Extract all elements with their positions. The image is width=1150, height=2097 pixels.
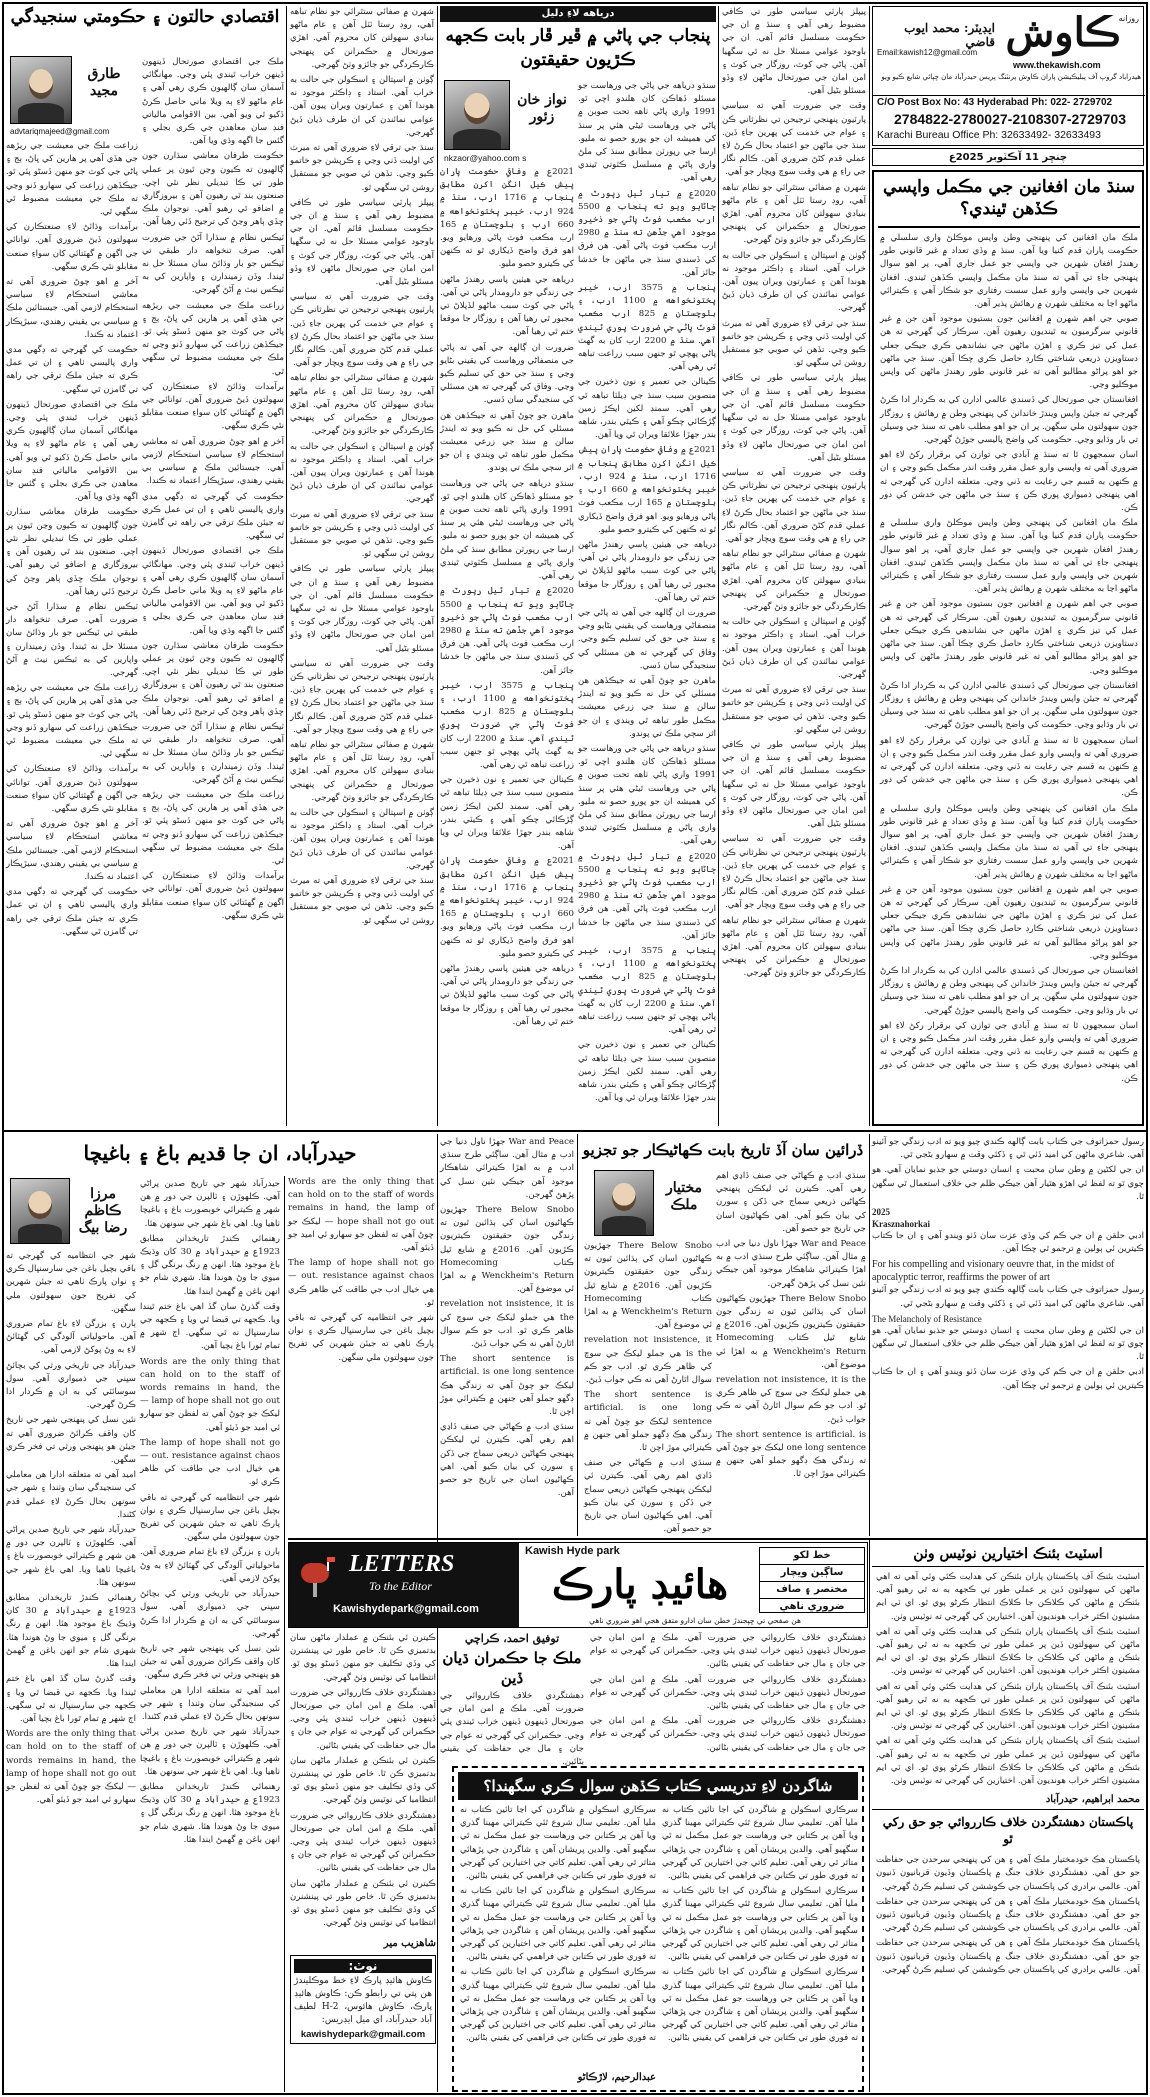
column-rule	[869, 6, 870, 1126]
editor-label: ايڊيٽر: محمد ايوب قاضي	[904, 21, 995, 49]
col-c-para: ٽيڪس نظام ۾ سڌارا آڻڻ جي ضرورت آهي. صرف تنخواهه دار طبقي تي ٽيڪس جو بار وڌائڻ سان مسئلا حل نه ٿيندا. وڏن زميندارن ۽ واپارين کي به ٽيڪس نيٽ ۾ آڻڻ گهرجي.	[142, 232, 284, 296]
mid-left-para: نئين نسل کي پنهنجي شهر جي تاريخ کان واقف ڪرائڻ ضروري آهي ته جيئن هو پنهنجي ورثي تي فخر ڪري سگهن.	[140, 1643, 280, 1681]
col-b2-para: سنڌ جي ترقي لاءِ ضروري آهي ته ميرٽ کي اوليت ڏني وڃي ۽ ڪرپشن جو خاتمو ڪيو وڃي. تڏهن ئي صوبي جو مستقبل روشن ٿي سگهي ٿو.	[290, 876, 434, 926]
mid-left-para: شهر جي انتظاميه کي گهرجي ته باقي بچيل باغن جي سارسنڀال ڪري ۽ نوان پارڪ ٺاهي ته جيئن شهرين کي تفريح جون سهولتون ملي سگهن.	[140, 1492, 280, 1543]
col-b2-para: وقت جي ضرورت آهي ته سياسي پارٽيون پنهنجي ترجيحن تي نظرثاني ڪن ۽ عوام جي خدمت کي پهرين جاءِ ڏين. سنڌ جي ماڻهن جو اعتماد بحال ڪرڻ لاءِ عملي قدم کڻڻ ضروري آهن. ڪالم نگار جي راءِ ۾ هي وقت سوچ ويچار جو آهي.	[290, 292, 434, 369]
col-c-para: آخر ۾ اهو چوڻ ضروري آهي ته معاشي استحڪام لاءِ سياسي استحڪام لازمي آهي. جيستائين ملڪ ۾ سياسي بي يقيني رهندي، سيڙپڪار اعتماد نه ڪندا.	[6, 277, 138, 340]
col-b2-para: ڳوٺن ۾ اسپتالن ۽ اسڪولن جي حالت به خراب آهي. استاد ۽ ڊاڪٽر موجود نه هوندا آهن ۽ عمارتون ويران پيون آهن. عوامي نمائندن کي ان طرف ڌيان ڏيڻ گهرجي.	[290, 441, 434, 505]
mid-between-para: سنڌي ادب ۾ ڪهاڻي جي صنف ڏاڍي اهم رهي آهي. ڪيترن ئي ليکڪن پنهنجي ڪهاڻين ذريعي سماج جي ڏکن ۽ سورن کي بيان ڪيو آهي. اهي ڪهاڻيون اسان جي تاريخ جو حصو آهن.	[440, 1422, 574, 1499]
letter-1-para: اسٽيٽ بئنڪ آف پاڪستان پاران بئنڪن کي هدايت ڪئي وئي آهي ته اهي ماڻهن کي سهولتون ڏين پر عملي طور تي ڪجهه به نه ٿي رهيو آهي. بئنڪن ۾ ماڻهن کي ڪلاڪن جا ڪلاڪ انتظار ڪرڻو پوي ٿو. اي ٽي ايم مشينون اڪثر خراب هونديون آهن. اختيارين کي گهرجي ته نوٽيس وٺن.	[876, 1736, 1140, 1787]
mid-left-para: The lamp of hope shall not go out. resistance against chaos — هي خيال ادب جي طاقت کي ظاهر ڪري ٿو.	[288, 1258, 435, 1308]
col-b-para: سنڌو درياهه جي پاڻي جي ورهاست جو مسئلو ڏهاڪن کان هلندو اچي ٿو. 1991 واري پاڻي ٺاهه تحت صوبن ۾ پاڻي جي ورهاست ٿيڻي هئي پر سنڌ کي هميشه ان جو پورو حصو نه مليو. ارسا جي رپورٽن مطابق سنڌ کي ملڻ واري پاڻي ۾ مسلسل ڪٽوتي ٿيندي رهي آهي.	[578, 81, 716, 184]
editorial-para: صوبي جي اهم شهرن ۾ افغانين جون بستيون موجود آهن جن ۾ غير قانوني سرگرميون به ٿينديون رهيون آهن. سرڪار کي گهرجي ته هن عمل کي تيز ڪري ۽ اهڙن ماڻهن جي نشاندهي ڪري جيڪي جعلي دستاويزن ذريعي شناختي ڪارڊ حاصل ڪري چڪا آهن. سنڌ جي ماڻهن جو اهو پراڻو مطالبو آهي ته غير قانوني طور رهندڙ ماڻهن کي واپس موڪليو وڃي.	[880, 314, 1138, 391]
editorial-para: افغانستان جي صورتحال کي ڏسندي عالمي ادارن کي به ڪردار ادا ڪرڻ گهرجي ته جيئن واپس ويندڙ خاندانن کي پنهنجي وطن ۾ رهائش ۽ روزگار جون سهولتون ملي سگهن. پر ان جو اهو مطلب ناهي ته سنڌ جي وسيلن تي بار وڌايو وڃي. حڪومت کي واضح پاليسي جوڙڻ گهرجي.	[880, 965, 1138, 1016]
mid-left-para: رهنمائي ڪندڙ تاريخدانن مطابق 1923ع ۾ حيدرآباد ۾ 30 کان وڌيڪ باغ موجود هئا. انهن ۾ رنگ برنگي گل ۽ ميوي جا وڻ هوندا هئا. شهري شام جو انهن باغن ۾ گهمڻ ايندا هئا.	[140, 1233, 280, 1297]
mid-left-para: رهنمائي ڪندڙ تاريخدانن مطابق 1923ع ۾ حيدرآباد ۾ 30 کان وڌيڪ باغ موجود هئا. انهن ۾ رنگ برنگي گل ۽ ميوي جا وڻ هوندا هئا. شهري شام جو انهن باغن ۾ گهمڻ ايندا هئا.	[6, 1593, 136, 1670]
mid-left-para: حيدرآباد جي تاريخي ورثي کي بچائڻ سڀني جي ذميواري آهي. سول سوسائٽي کي به ان ۾ ڪردار ادا ڪرڻ گهرجي.	[6, 1360, 136, 1411]
column-rule	[284, 1176, 285, 2092]
mid-left-author: مرزا ڪاظم رضا بيگ	[78, 1186, 128, 1236]
col-b2-para: شهرن ۾ صفائي ستٿرائي جو نظام تباهه آهي، روڊ رستا ٽٽل آهن ۽ عام ماڻهو بنيادي سهولتن کان محروم آهي. اهڙي صورتحال ۾ حڪمرانن کي پنهنجي ڪارڪردگي جو جائزو وٺڻ گهرجي.	[290, 739, 434, 803]
col-b-para: ڪينالن جي تعمير ۽ نون ذخيرن جي منصوبن سبب سنڌ جي ڊيلٽا تباهه ٿي رهي آهي. سمنڊ لکين ايڪڙ زمين ڳڙڪائي چڪو آهي ۽ ڪيٽي بندر، شاهه بندر جهڙا علائقا ويران ٿي ويا آهن.	[440, 775, 574, 852]
letter-5-sign: شاهزيب مير	[383, 1938, 436, 1949]
col-c-para: زراعت ملڪ جي معيشت جي ريڙهه جي هڏي آهي پر هارين کي ڀاڻ، ٻج ۽ پاڻي جي کوٽ جو منهن ڏسڻو پئي ٿو. جيڪڏهن زراعت کي سهارو ڏنو وڃي ته ملڪ جي معيشت مضبوط ٿي سگهي ٿي.	[6, 683, 138, 760]
letter-block-4	[452, 1766, 864, 2092]
col-c-email[interactable]: advtariqmajeed@gmail.com	[10, 127, 110, 136]
col-b-para: درياهه جي هيٺين پاسي رهندڙ ماڻهن جي زندگي جو دارومدار پاڻي تي آهي. پاڻي جي کوٽ سبب ماڻهو لڏپلاڻ تي مجبور ٿي رهيا آهن ۽ روزگار جا موقعا ختم ٿي رهيا آهن.	[440, 963, 574, 1027]
col-c-para: برآمدات وڌائڻ لاءِ صنعتڪارن کي سهولتون ڏيڻ ضروري آهن. توانائي جي اگهن ۾ گهٽتائي کان سواءِ صنعت مقابلو نٿي ڪري سگهي.	[142, 381, 284, 432]
mid-right-quote-3: Krasznahorkai	[872, 1219, 931, 1230]
col-c-author: طارق مجيد	[87, 66, 121, 99]
col-b2-para: وقت جي ضرورت آهي ته سياسي پارٽيون پنهنجي ترجيحن تي نظرثاني ڪن ۽ عوام جي خدمت کي پهرين جاءِ ڏين. سنڌ جي ماڻهن جو اعتماد بحال ڪرڻ لاءِ عملي قدم کڻڻ ضروري آهن. ڪالم نگار جي راءِ ۾ هي وقت سوچ ويچار جو آهي.	[290, 658, 434, 735]
mid-left-para: اميد آهي ته متعلقه ادارا هن معاملي کي سنجيدگي سان وٺندا ۽ شهر جي سونهن بحال ڪرڻ لاءِ عملي قدم کڻندا.	[6, 1470, 136, 1520]
mid-center-para: There Below Snobo جهڙيون ڪهاڻيون اسان کي ٻڌائين ٿيون ته زندگي جون حقيقتون ڪيتريون ڪڙيون آهن. 2016ع ۾ شايع ٿيل ڪتاب Homecoming Wenckheim's Return ۾ به اهڙا ئي موضوع آهن.	[584, 1241, 713, 1331]
editorial-para: اسان سمجهون ٿا ته سنڌ ۾ آبادي جي توازن کي برقرار رکڻ لاءِ اهو ضروري آهي ته واپسي وارو عمل مقرر وقت اندر مڪمل ڪيو وڃي ۽ ان ۾ ڪنهن به قسم جي رعايت نه ڏني وڃي. متعلقه ادارن کي گهرجي ته اهي پنهنجي ذميواري پوري ڪن ۽ سنڌ جي ماڻهن جي خدشن کي دور ڪن.	[880, 735, 1138, 799]
col-c-body-right	[142, 56, 284, 1126]
masthead-pobox: C/O Post Box No: 43 Hyderabad Ph: 022- 2729702	[877, 97, 1113, 108]
col-a-para: پيپلز پارٽي سياسي طور تي ڪافي مضبوط رهي آهي ۽ سنڌ ۾ ان جي حڪومت مسلسل قائم آهي. ان جي باوجود عوامي مسئلا حل نه ٿي سگهيا آهن. پاڻي جي کوٽ، روزگار جي کوٽ ۽ امن امان جي صورتحال ماڻهن لاءِ وڏو مسئلو بڻيل آهي.	[722, 739, 866, 830]
mid-center-para: The short sentence is artificial. is one long sentence ليکڪ جو چوڻ آهي ته زندگي هڪ ڊگهو جملو آهي جنهن ۾ ڪيترائي موڙ اچن ٿا.	[716, 1429, 866, 1480]
letters-kawish-label: Kawish Hyde park	[525, 1545, 620, 1557]
letters-tag: ضروري ناهي	[779, 1601, 845, 1612]
editorial-para: صوبي جي اهم شهرن ۾ افغانين جون بستيون موجود آهن جن ۾ غير قانوني سرگرميون به ٿينديون رهيون آهن. سرڪار کي گهرجي ته هن عمل کي تيز ڪري ۽ اهڙن ماڻهن جي نشاندهي ڪري جيڪي جعلي دستاويزن ذريعي شناختي ڪارڊ حاصل ڪري چڪا آهن. سنڌ جي ماڻهن جو اهو پراڻو مطالبو آهي ته غير قانوني طور رهندڙ ماڻهن کي واپس موڪليو وڃي.	[880, 884, 1138, 961]
letter-between-para: ڪيترن ئي بئنڪن ۾ عملدار ماڻهن سان بدتميزي ڪن ٿا. خاص طور تي پينشنرن کي وڏي تڪليف جو منهن ڏسڻو پوي ٿو. انتظاميا کي نوٽيس وٺڻ گهرجي.	[290, 1633, 436, 1683]
letter-2-body-left	[440, 1690, 584, 1768]
mid-left-body-col3	[288, 1176, 434, 1434]
col-a-para: شهرن ۾ صفائي ستٿرائي جو نظام تباهه آهي، روڊ رستا ٽٽل آهن ۽ عام ماڻهو بنيادي سهولتن کان محروم آهي. اهڙي صورتحال ۾ حڪمرانن کي پنهنجي ڪارڪردگي جو جائزو وٺڻ گهرجي.	[722, 549, 866, 612]
col-b-para: ضرورت ان ڳالهه جي آهي ته پاڻي جي منصفاڻي ورهاست کي يقيني بڻايو وڃي ۽ سنڌ جي حق کي تسليم ڪيو وڃي. وفاق کي گهرجي ته هن مسئلي کي سنجيدگي سان ڏسي.	[578, 607, 716, 671]
letters-tags	[759, 1547, 865, 1613]
col-b-author-photo	[444, 80, 510, 150]
mid-right-quote-2: The Melancholy of Resistance	[872, 1313, 982, 1324]
mid-left-para: حيدرآباد شهر جي تاريخ صدين پراڻي آهي. ڪلهوڙن ۽ ٽالپرن جي دور ۾ هن شهر ۾ ڪيترائي خوبصورت باغ ۽ باغيچا ٺاهيا ويا. اهي باغ شهر جي سونهن هئا.	[140, 1727, 280, 1777]
letters-banner-black	[289, 1543, 519, 1627]
col-b-headline: پنجاب جي پاڻي ۾ ڦير ڦار بابت ڪجهه ڪڙيون حقيقتون	[445, 26, 711, 70]
mid-left-para: شهر جي انتظاميه کي گهرجي ته باقي بچيل باغن جي سارسنڀال ڪري ۽ نوان پارڪ ٺاهي ته جيئن شهرين کي تفريح جون سهولتون ملي سگهن.	[6, 1251, 136, 1314]
col-b-para: ڪينالن جي تعمير ۽ نون ذخيرن جي منصوبن سبب سنڌ جي ڊيلٽا تباهه ٿي رهي آهي. سمنڊ لکين ايڪڙ زمين ڳڙڪائي چڪو آهي ۽ ڪيٽي بندر، شاهه بندر جهڙا علائقا ويران ٿي ويا آهن.	[578, 377, 716, 441]
col-b-para: 2021ع ۾ وفاقي حڪومت پاران پيش ڪيل انگن اکرن مطابق پنجاب ۾ 1716 ارب، سنڌ ۾ 924 ارب، خيبر پختونخواهه ۾ 660 ارب ۽ بلوچستان ۾ 165 ارب مڪعب فوٽ پاڻي ورهايو ويو. اهو فرق واضح ڏيکاري ٿو ته ڪنهن کي ڪيترو حصو مليو.	[440, 167, 574, 270]
mid-center-body-right	[716, 1170, 866, 1536]
col-c-headline: اقتصادي حالتون ۽ حڪومتي سنجيدگي	[10, 7, 280, 27]
letter-4-para: سرڪاري اسڪولن ۾ شاگردن کي اڃا تائين ڪتاب نه مليا آهن. تعليمي سال شروع ٿئي ڪيترائي مهينا گذري ويا آهن پر ڪتابن جي ورهاست جو عمل مڪمل نه ٿي سگهيو آهي. والدين پريشان آهن ۽ شاگردن جي پڙهائي متاثر ٿي رهي آهي. تعليم کاتي جي اختيارين کي گهرجي ته فوري طور تي ڪتابن جي فراهمي کي يقيني بڻائين.	[662, 1805, 858, 1882]
letters-banner-title: LETTERS	[349, 1551, 455, 1577]
mid-left-para: Words are the only thing that can hold on to the staff of words remains in hand, the lamp of hope shall not go out — ليکڪ جو چوڻ آهي ته لفظن جو سهارو ئي اميد جو ڏيئو آهي.	[140, 1356, 280, 1433]
column-rule	[869, 1540, 870, 2092]
col-a-body	[722, 6, 866, 1126]
mid-between-para: There Below Snobo جهڙيون ڪهاڻيون اسان کي ٻڌائين ٿيون ته زندگي جون حقيقتون ڪيتريون ڪڙيون آهن. 2016ع ۾ شايع ٿيل ڪتاب Homecoming Wenckheim's Return ۾ به اهڙا ئي موضوع آهن.	[440, 1205, 575, 1295]
letter-4-body-right	[662, 1804, 858, 2086]
col-a-para: پيپلز پارٽي سياسي طور تي ڪافي مضبوط رهي آهي ۽ سنڌ ۾ ان جي حڪومت مسلسل قائم آهي. ان جي باوجود عوامي مسئلا حل نه ٿي سگهيا آهن. پاڻي جي کوٽ، روزگار جي کوٽ ۽ امن امان جي صورتحال ماڻهن لاءِ وڏو مسئلو بڻيل آهي.	[722, 373, 866, 463]
mailbox-icon	[297, 1553, 337, 1597]
letter-2-para: دهشتگردي خلاف ڪارروائي جي ضرورت آهي. ملڪ ۾ امن امان جي صورتحال ڏينهون ڏينهن خراب ٿيندي پئي وڃي. حڪمرانن کي گهرجي ته عوام جي جان ۽ مال جي حفاظت کي يقيني بڻائين.	[590, 1633, 866, 1670]
column-rule	[869, 1134, 870, 1536]
col-c-para: حڪومت طرفان معاشي سڌارن جون ڳالهيون ته ڪيون وڃن ٿيون پر عملي طور تي ڪا تبديلي نظر نٿي اچي. صنعتون بند ٿي رهيون آهن ۽ بيروزگاري ۾ اضافو ٿي رهيو آهي. نوجوان ملڪ ڇڏي ٻاهر وڃڻ کي ترجيح ڏئي رهيا آهن.	[6, 507, 138, 597]
letter-2-para: دهشتگردي خلاف ڪارروائي جي ضرورت آهي. ملڪ ۾ امن امان جي صورتحال ڏينهون ڏينهن خراب ٿيندي پئي وڃي. حڪمرانن کي گهرجي ته عوام جي جان ۽ مال جي حفاظت کي يقيني بڻائين.	[590, 1674, 866, 1712]
col-a-para: وقت جي ضرورت آهي ته سياسي پارٽيون پنهنجي ترجيحن تي نظرثاني ڪن ۽ عوام جي خدمت کي پهرين جاءِ ڏين. سنڌ جي ماڻهن جو اعتماد بحال ڪرڻ لاءِ عملي قدم کڻڻ ضروري آهن. ڪالم نگار جي راءِ ۾ هي وقت سوچ ويچار جو آهي.	[722, 467, 866, 544]
col-c-para: ملڪ جي اقتصادي صورتحال ڏينهون ڏينهن خراب ٿيندي پئي وڃي. مهانگائي آسمان سان ڳالهيون ڪري رهي آهي ۽ عام ماڻهو لاءِ ٻه ويلا ماني حاصل ڪرڻ ڏکيو ٿي ويو آهي. بين الاقوامي مالياتي فنڊ سان معاهدن جي ڪري بجلي ۽ گئس جا اگهه وڌي ويا آهن.	[142, 57, 284, 147]
letter-between-para: دهشتگردي خلاف ڪارروائي جي ضرورت آهي. ملڪ ۾ امن امان جي صورتحال ڏينهون ڏينهن خراب ٿيندي پئي وڃي. حڪمرانن کي گهرجي ته عوام جي جان ۽ مال جي حفاظت کي يقيني بڻائين.	[290, 1687, 436, 1751]
editorial-body	[880, 232, 1138, 1122]
col-a-para: وقت جي ضرورت آهي ته سياسي پارٽيون پنهنجي ترجيحن تي نظرثاني ڪن ۽ عوام جي خدمت کي پهرين جاءِ ڏين. سنڌ جي ماڻهن جو اعتماد بحال ڪرڻ لاءِ عملي قدم کڻڻ ضروري آهن. ڪالم نگار جي راءِ ۾ هي وقت سوچ ويچار جو آهي.	[722, 101, 866, 178]
column-rule	[437, 6, 438, 1126]
mid-right-para: ان جي لکڻين ۾ وطن سان محبت ۽ انسان دوستي جو جذبو نمايان آهي. هو چوي ٿو ته لفظ ئي اهڙو هٿيار آهن جيڪي ظلم جي خلاف استعمال ٿي سگهن ٿا.	[872, 1325, 1144, 1363]
col-a-para: وقت جي ضرورت آهي ته سياسي پارٽيون پنهنجي ترجيحن تي نظرثاني ڪن ۽ عوام جي خدمت کي پهرين جاءِ ڏين. سنڌ جي ماڻهن جو اعتماد بحال ڪرڻ لاءِ عملي قدم کڻڻ ضروري آهن. ڪالم نگار جي راءِ ۾ هي وقت سوچ ويچار جو آهي.	[722, 834, 866, 911]
mid-center-author-photo	[594, 1170, 654, 1236]
col-c-para: ملڪ جي اقتصادي صورتحال ڏينهون ڏينهن خراب ٿيندي پئي وڃي. مهانگائي آسمان سان ڳالهيون ڪري رهي آهي ۽ عام ماڻهو لاءِ ٻه ويلا ماني حاصل ڪرڻ ڏکيو ٿي ويو آهي. بين الاقوامي مالياتي فنڊ سان معاهدن جي ڪري بجلي ۽ گئس جا اگهه وڌي ويا آهن.	[6, 399, 138, 503]
editorial-para: افغانستان جي صورتحال کي ڏسندي عالمي ادارن کي به ڪردار ادا ڪرڻ گهرجي ته جيئن واپس ويندڙ خاندانن کي پنهنجي وطن ۾ رهائش ۽ روزگار جون سهولتون ملي سگهن. پر ان جو اهو مطلب ناهي ته سنڌ جي وسيلن تي بار وڌايو وڃي. حڪومت کي واضح پاليسي جوڙڻ گهرجي.	[880, 395, 1138, 446]
col-b-para: ضرورت ان ڳالهه جي آهي ته پاڻي جي منصفاڻي ورهاست کي يقيني بڻايو وڃي ۽ سنڌ جي حق کي تسليم ڪيو وڃي. وفاق کي گهرجي ته هن مسئلي کي سنجيدگي سان ڏسي.	[440, 342, 574, 406]
col-b-para: 2020ع ۾ تيار ٿيل رپورٽ ۾ ڄاڻايو ويو ته پنجاب ۾ 5500 ارب مڪعب فوٽ پاڻي جو ذخيرو موجود آهي جڏهن ته سنڌ ۾ 2980 ارب مڪعب فوٽ پاڻي آهي. هن فرق کي ڏسندي سنڌ جي ماڻهن جا خدشا جائز آهن.	[578, 851, 716, 941]
col-b2-para: سنڌ جي ترقي لاءِ ضروري آهي ته ميرٽ کي اوليت ڏني وڃي ۽ ڪرپشن جو خاتمو ڪيو وڃي. تڏهن ئي صوبي جو مستقبل روشن ٿي سگهي ٿو.	[290, 143, 434, 193]
mid-right-para: ان جي لکڻين ۾ وطن سان محبت ۽ انسان دوستي جو جذبو نمايان آهي. هو چوي ٿو ته لفظ ئي اهڙو هٿيار آهن جيڪي ظلم جي خلاف استعمال ٿي سگهن ٿا.	[872, 1165, 1144, 1202]
mid-right-quote-4: 2025	[872, 1207, 890, 1218]
mid-center-author: مختيار ملڪ	[665, 1180, 702, 1213]
col-b-tag-box	[440, 6, 716, 22]
col-c-para: ٽيڪس نظام ۾ سڌارا آڻڻ جي ضرورت آهي. صرف تنخواهه دار طبقي تي ٽيڪس جو بار وڌائڻ سان مسئلا حل نه ٿيندا. وڏن زميندارن ۽ واپارين کي به ٽيڪس نيٽ ۾ آڻڻ گهرجي.	[142, 721, 284, 785]
col-b2-para: شهرن ۾ صفائي ستٿرائي جو نظام تباهه آهي، روڊ رستا ٽٽل آهن ۽ عام ماڻهو بنيادي سهولتن کان محروم آهي. اهڙي صورتحال ۾ حڪمرانن کي پنهنجي ڪارڪردگي جو جائزو وٺڻ گهرجي.	[290, 7, 434, 70]
col-b2-para: شهرن ۾ صفائي ستٿرائي جو نظام تباهه آهي، روڊ رستا ٽٽل آهن ۽ عام ماڻهو بنيادي سهولتن کان محروم آهي. اهڙي صورتحال ۾ حڪمرانن کي پنهنجي ڪارڪردگي جو جائزو وٺڻ گهرجي.	[290, 373, 434, 437]
mid-center-para: War and Peace جهڙا ناول دنيا جي ادب ۾ مثال آهن. ساڳئي طرح سنڌي ادب ۾ به اهڙا ڪيترائي شاهڪار موجود آهن جيڪي نئين نسل کي پڙهڻ گهرجن.	[716, 1239, 866, 1289]
mid-between-para: War and Peace جهڙا ناول دنيا جي ادب ۾ مثال آهن. ساڳئي طرح سنڌي ادب ۾ به اهڙا ڪيترائي شاهڪار موجود آهن جيڪي نئين نسل کي پڙهڻ گهرجن.	[440, 1137, 574, 1200]
col-b-para: پنجاب ۾ 3575 ارب، خيبر پختونخواهه ۾ 1100 ارب، ۽ بلوچستان ۾ 825 ارب مڪعب فوٽ پاڻي جي ضرورت پوري ٿيندي آهي. سنڌ ۾ 2200 ارب کان به گهٽ پاڻي پهچي ٿو جنهن سبب زراعت تباهه ٿي رهي آهي.	[578, 283, 716, 373]
issue-date: چنڇر 11 آڪٽوبر 2025ع	[872, 148, 1144, 166]
col-b-para: درياهه جي هيٺين پاسي رهندڙ ماڻهن جي زندگي جو دارومدار پاڻي تي آهي. پاڻي جي کوٽ سبب ماڻهو لڏپلاڻ تي مجبور ٿي رهيا آهن ۽ روزگار جا موقعا ختم ٿي رهيا آهن.	[578, 539, 716, 603]
editorial-box	[872, 170, 1144, 1126]
mid-right-para: ادبي حلقن ۾ ان جي ڪم کي وڏي عزت سان ڏٺو ويندو آهي ۽ ان جا ڪتاب ڪيترين ئي ٻولين ۾ ترجمو ٿي چڪا آهن.	[872, 1367, 1144, 1391]
letter-3-para: پاڪستان هڪ خودمختيار ملڪ آهي ۽ هن کي پنهنجي سرحدن جي حفاظت جو حق آهي. دهشتگردي خلاف جنگ ۾ پاڪستان وڏيون قربانيون ڏنيون آهن. عالمي برادري کي پاڪستان جي ڪوششن کي تسليم ڪرڻ گهرجي.	[876, 1855, 1140, 1892]
editorial-para: ملڪ مان افغانين کي پنهنجي وطن واپس موڪلڻ واري سلسلي ۾ حڪومت پاران قدم کنيا ويا آهن. سنڌ ۾ وڏي تعداد ۾ غير قانوني طور رهندڙ افغان شهرين جي واپسي جو عمل جاري آهي، پر اهو سوال پنهنجي جاءِ تي آهي ته سنڌ مان مڪمل واپسي ڪڏهن ٿيندي. افغان شهرين جي واپسي وارو عمل سست رفتاري جو شڪار آهي ۽ ڪيترائي ماڻهو اڃا به مختلف شهرن ۾ رهائش پذير آهن.	[880, 803, 1138, 880]
col-a-para: پيپلز پارٽي سياسي طور تي ڪافي مضبوط رهي آهي ۽ سنڌ ۾ ان جي حڪومت مسلسل قائم آهي. ان جي باوجود عوامي مسئلا حل نه ٿي سگهيا آهن. پاڻي جي کوٽ، روزگار جي کوٽ ۽ امن امان جي صورتحال ماڻهن لاءِ وڏو مسئلو بڻيل آهي.	[722, 7, 866, 97]
letter-2-para: دهشتگردي خلاف ڪارروائي جي ضرورت آهي. ملڪ ۾ امن امان جي صورتحال ڏينهون ڏينهن خراب ٿيندي پئي وڃي. حڪمرانن کي گهرجي ته عوام جي جان ۽ مال جي حفاظت کي يقيني بڻائين.	[590, 1716, 866, 1753]
col-b2-para: پيپلز پارٽي سياسي طور تي ڪافي مضبوط رهي آهي ۽ سنڌ ۾ ان جي حڪومت مسلسل قائم آهي. ان جي باوجود عوامي مسئلا حل نه ٿي سگهيا آهن. پاڻي جي کوٽ، روزگار جي کوٽ ۽ امن امان جي صورتحال ماڻهن لاءِ وڏو مسئلو بڻيل آهي.	[290, 564, 434, 654]
col-c-para: ٽيڪس نظام ۾ سڌارا آڻڻ جي ضرورت آهي. صرف تنخواهه دار طبقي تي ٽيڪس جو بار وڌائڻ سان مسئلا حل نه ٿيندا. وڏن زميندارن ۽ واپارين کي به ٽيڪس نيٽ ۾ آڻڻ گهرجي.	[6, 601, 138, 678]
mid-center-para: revelation not insistence, it is the هي جملو ليکڪ جي سوچ کي ظاهر ڪري ٿو. ادب جو ڪم سوال اٿارڻ آهي نه ڪي جواب ڏيڻ.	[716, 1375, 866, 1425]
col-b-para: سنڌو درياهه جي پاڻي جي ورهاست جو مسئلو ڏهاڪن کان هلندو اچي ٿو. 1991 واري پاڻي ٺاهه تحت صوبن ۾ پاڻي جي ورهاست ٿيڻي هئي پر سنڌ کي هميشه ان جو پورو حصو نه مليو. ارسا جي رپورٽن مطابق سنڌ کي ملڻ واري پاڻي ۾ مسلسل ڪٽوتي ٿيندي رهي آهي.	[578, 743, 716, 847]
col-b-para: ماهرن جو چوڻ آهي ته جيڪڏهن هن مسئلي کي حل نه ڪيو ويو ته ايندڙ سالن ۾ سنڌ جي زرعي معيشت مڪمل طور تباهه ٿي ويندي ۽ ان جو اثر سڄي ملڪ تي پوندو.	[578, 675, 716, 739]
column-rule	[577, 1134, 578, 1536]
letters-footer-email[interactable]: kawishydepark@gmail.com	[300, 2029, 426, 2040]
col-a-para: ڳوٺن ۾ اسپتالن ۽ اسڪولن جي حالت به خراب آهي. استاد ۽ ڊاڪٽر موجود نه هوندا آهن ۽ عمارتون ويران پيون آهن. عوامي نمائندن کي ان طرف ڌيان ڏيڻ گهرجي.	[722, 617, 866, 680]
col-b-para: 2021ع ۾ وفاقي حڪومت پاران پيش ڪيل انگن اکرن مطابق پنجاب ۾ 1716 ارب، سنڌ ۾ 924 ارب، خيبر پختونخواهه ۾ 660 ارب ۽ بلوچستان ۾ 165 ارب مڪعب فوٽ پاڻي ورهايو ويو. اهو فرق واضح ڏيکاري ٿو ته ڪنهن کي ڪيترو حصو مليو.	[578, 445, 716, 535]
editorial-para: اسان سمجهون ٿا ته سنڌ ۾ آبادي جي توازن کي برقرار رکڻ لاءِ اهو ضروري آهي ته واپسي وارو عمل مقرر وقت اندر مڪمل ڪيو وڃي ۽ ان ۾ ڪنهن به قسم جي رعايت نه ڏني وڃي. متعلقه ادارن کي گهرجي ته اهي پنهنجي ذميواري پوري ڪن ۽ سنڌ جي ماڻهن جي خدشن کي دور ڪن.	[880, 450, 1138, 514]
col-c-para: برآمدات وڌائڻ لاءِ صنعتڪارن کي سهولتون ڏيڻ ضروري آهن. توانائي جي اگهن ۾ گهٽتائي کان سواءِ صنعت مقابلو نٿي ڪري سگهي.	[142, 871, 284, 921]
col-b-body-right	[578, 80, 716, 1126]
editorial-para: اسان سمجهون ٿا ته سنڌ ۾ آبادي جي توازن کي برقرار رکڻ لاءِ اهو ضروري آهي ته واپسي وارو عمل مقرر وقت اندر مڪمل ڪيو وڃي ۽ ان ۾ ڪنهن به قسم جي رعايت نه ڏني وڃي. متعلقه ادارن کي گهرجي ته اهي پنهنجي ذميواري پوري ڪن ۽ سنڌ جي ماڻهن جي خدشن کي دور ڪن.	[880, 1020, 1138, 1084]
col-c-author-photo	[10, 56, 72, 124]
mid-left-author-photo	[10, 1178, 70, 1244]
column-rule	[718, 6, 719, 1126]
letter-between-para: دهشتگردي خلاف ڪارروائي جي ضرورت آهي. ملڪ ۾ امن امان جي صورتحال ڏينهون ڏينهن خراب ٿيندي پئي وڃي. حڪمرانن کي گهرجي ته عوام جي جان ۽ مال جي حفاظت کي يقيني بڻائين.	[290, 1810, 436, 1874]
letter-4-body-left	[460, 1804, 656, 2070]
masthead-karachi: Karachi Bureau Office Ph: 32633492- 32633493	[877, 129, 1101, 141]
letters-footer-box	[290, 1955, 436, 2044]
letter-block-2	[440, 1632, 868, 1768]
col-b-email[interactable]: nkzaor@yahoo.com s	[444, 153, 527, 163]
masthead-logo: ڪاوش	[1005, 9, 1121, 56]
letter-4-title: شاگردن لاءِ تدريسي ڪتاب ڪڏهن سوال ڪري سگهندا؟	[458, 1772, 858, 1800]
mid-right-body	[872, 1136, 1144, 1536]
col-a-para: سنڌ جي ترقي لاءِ ضروري آهي ته ميرٽ کي اوليت ڏني وڃي ۽ ڪرپشن جو خاتمو ڪيو وڃي. تڏهن ئي صوبي جو مستقبل روشن ٿي سگهي ٿو.	[722, 318, 866, 369]
letter-between-body	[290, 1632, 436, 1932]
letter-1-sign: محمد ابراهيم، حيدرآباد	[1045, 1794, 1140, 1806]
letters-banner-box	[288, 1542, 868, 1628]
col-b-para: 2021ع ۾ وفاقي حڪومت پاران پيش ڪيل انگن اکرن مطابق پنجاب ۾ 1716 ارب، سنڌ ۾ 924 ارب، خيبر پختونخواهه ۾ 660 ارب ۽ بلوچستان ۾ 165 ارب مڪعب فوٽ پاڻي ورهايو ويو. اهو فرق واضح ڏيکاري ٿو ته ڪنهن کي ڪيترو حصو مليو.	[440, 856, 574, 959]
col-b2-body	[290, 6, 434, 1126]
mid-right-para: رسول حمزاتوف جي ڪتاب بابت ڳالهه ڪندي چيو ويو ته ادب زندگي جو آئينو آهي. شاعري ماڻهن کي اميد ڏئي ٿي ۽ ڏکئي وقت ۾ سهارو بڻجي ٿي.	[872, 1285, 1144, 1309]
col-c-para: برآمدات وڌائڻ لاءِ صنعتڪارن کي سهولتون ڏيڻ ضروري آهن. توانائي جي اگهن ۾ گهٽتائي کان سواءِ صنعت مقابلو نٿي ڪري سگهي.	[6, 222, 138, 272]
col-c-para: زراعت ملڪ جي معيشت جي ريڙهه جي هڏي آهي پر هارين کي ڀاڻ، ٻج ۽ پاڻي جي کوٽ جو منهن ڏسڻو پئي ٿو. جيڪڏهن زراعت کي سهارو ڏنو وڃي ته ملڪ جي معيشت مضبوط ٿي سگهي ٿي.	[142, 300, 284, 377]
mid-left-para: وقت گذرڻ سان گڏ اهي باغ ختم ٿيندا ويا. ڪجهه تي قبضا ٿي ويا ۽ ڪجهه جي سارسنڀال نه ٿي سگهي. اڄ شهر ۾ تمام ٿورا باغ بچيا آهن.	[140, 1301, 280, 1352]
letter-2-body-right	[590, 1632, 866, 1762]
mid-center-para: سنڌي ادب ۾ ڪهاڻي جي صنف ڏاڍي اهم رهي آهي. ڪيترن ئي ليکڪن پنهنجي ڪهاڻين ذريعي سماج جي ڏکن ۽ سورن کي بيان ڪيو آهي. اهي ڪهاڻيون اسان جي تاريخ جو حصو آهن.	[716, 1171, 866, 1234]
mid-right-para: رسول حمزاتوف جي ڪتاب بابت ڳالهه ڪندي چيو ويو ته ادب زندگي جو آئينو آهي. شاعري ماڻهن کي اميد ڏئي ٿي ۽ ڏکئي وقت ۾ سهارو بڻجي ٿي.	[872, 1137, 1144, 1161]
masthead-site[interactable]: www.thekawish.com	[1013, 60, 1101, 70]
letter-3-para: پاڪستان هڪ خودمختيار ملڪ آهي ۽ هن کي پنهنجي سرحدن جي حفاظت جو حق آهي. دهشتگردي خلاف جنگ ۾ پاڪستان وڏيون قربانيون ڏنيون آهن. عالمي برادري کي پاڪستان جي ڪوششن کي تسليم ڪرڻ گهرجي.	[876, 1938, 1140, 1975]
editorial-rule	[878, 226, 1140, 228]
mid-center-para: The short sentence is artificial. is one long sentence ليکڪ جو چوڻ آهي ته زندگي هڪ ڊگهو جملو آهي جنهن ۾ ڪيترائي موڙ اچن ٿا.	[584, 1390, 712, 1454]
col-b-para: سنڌو درياهه جي پاڻي جي ورهاست جو مسئلو ڏهاڪن کان هلندو اچي ٿو. 1991 واري پاڻي ٺاهه تحت صوبن ۾ پاڻي جي ورهاست ٿيڻي هئي پر سنڌ کي هميشه ان جو پورو حصو نه مليو. ارسا جي رپورٽن مطابق سنڌ کي ملڻ واري پاڻي ۾ مسلسل ڪٽوتي ٿيندي رهي آهي.	[440, 478, 574, 582]
letter-1-para: اسٽيٽ بئنڪ آف پاڪستان پاران بئنڪن کي هدايت ڪئي وئي آهي ته اهي ماڻهن کي سهولتون ڏين پر عملي طور تي ڪجهه به نه ٿي رهيو آهي. بئنڪن ۾ ماڻهن کي ڪلاڪن جا ڪلاڪ انتظار ڪرڻو پوي ٿو. اي ٽي ايم مشينون اڪثر خراب هونديون آهن. اختيارين کي گهرجي ته نوٽيس وٺن.	[876, 1681, 1140, 1732]
letter-3-body	[872, 1852, 1144, 1981]
mid-left-para: وقت گذرڻ سان گڏ اهي باغ ختم ٿيندا ويا. ڪجهه تي قبضا ٿي ويا ۽ ڪجهه جي سارسنڀال نه ٿي سگهي. اڄ شهر ۾ تمام ٿورا باغ بچيا آهن.	[6, 1674, 136, 1724]
col-b-para: ماهرن جو چوڻ آهي ته جيڪڏهن هن مسئلي کي حل نه ڪيو ويو ته ايندڙ سالن ۾ سنڌ جي زرعي معيشت مڪمل طور تباهه ٿي ويندي ۽ ان جو اثر سڄي ملڪ تي پوندو.	[440, 410, 574, 474]
letter-4-para: سرڪاري اسڪولن ۾ شاگردن کي اڃا تائين ڪتاب نه مليا آهن. تعليمي سال شروع ٿئي ڪيترائي مهينا گذري ويا آهن پر ڪتابن جي ورهاست جو عمل مڪمل نه ٿي سگهيو آهي. والدين پريشان آهن ۽ شاگردن جي پڙهائي متاثر ٿي رهي آهي. تعليم کاتي جي اختيارين کي گهرجي ته فوري طور تي ڪتابن جي فراهمي کي يقيني بڻائين.	[460, 1967, 656, 2044]
editorial-headline: سنڌ مان افغانين جي مڪمل واپسي ڪڏهن ٿيندي؟	[883, 177, 1135, 219]
letter-1-title: اسٽيٽ بئنڪ اختيارين نوٽيس وٺن	[872, 1540, 1144, 1567]
mid-left-para: Words are the only thing that can hold on to the staff of words remains in hand, the lamp of hope shall not go out — ليکڪ جو چوڻ آهي ته لفظن جو سهارو ئي اميد جو ڏيئو آهي.	[6, 1729, 136, 1806]
col-b-author: نواز خان زئور	[517, 92, 567, 125]
col-b-para: 2020ع ۾ تيار ٿيل رپورٽ ۾ ڄاڻايو ويو ته پنجاب ۾ 5500 ارب مڪعب فوٽ پاڻي جو ذخيرو موجود آهي جڏهن ته سنڌ ۾ 2980 ارب مڪعب فوٽ پاڻي آهي. هن فرق کي ڏسندي سنڌ جي ماڻهن جا خدشا جائز آهن.	[440, 586, 574, 676]
letter-4-para: سرڪاري اسڪولن ۾ شاگردن کي اڃا تائين ڪتاب نه مليا آهن. تعليمي سال شروع ٿئي ڪيترائي مهينا گذري ويا آهن پر ڪتابن جي ورهاست جو عمل مڪمل نه ٿي سگهيو آهي. والدين پريشان آهن ۽ شاگردن جي پڙهائي متاثر ٿي رهي آهي. تعليم کاتي جي اختيارين کي گهرجي ته فوري طور تي ڪتابن جي فراهمي کي يقيني بڻائين.	[662, 1967, 858, 2044]
col-a-para: شهرن ۾ صفائي ستٿرائي جو نظام تباهه آهي، روڊ رستا ٽٽل آهن ۽ عام ماڻهو بنيادي سهولتن کان محروم آهي. اهڙي صورتحال ۾ حڪمرانن کي پنهنجي ڪارڪردگي جو جائزو وٺڻ گهرجي.	[722, 915, 866, 979]
masthead	[872, 6, 1144, 146]
col-b-para: درياهه جي هيٺين پاسي رهندڙ ماڻهن جي زندگي جو دارومدار پاڻي تي آهي. پاڻي جي کوٽ سبب ماڻهو لڏپلاڻ تي مجبور ٿي رهيا آهن ۽ روزگار جا موقعا ختم ٿي رهيا آهن.	[440, 274, 574, 338]
masthead-logo-small: روزانه	[1118, 14, 1139, 23]
letter-2-para: دهشتگردي خلاف ڪارروائي جي ضرورت آهي. ملڪ ۾ امن امان جي صورتحال ڏينهون ڏينهن خراب ٿيندي پئي وڃي. حڪمرانن کي گهرجي ته عوام جي جان ۽ مال جي حفاظت کي يقيني بڻائين.	[440, 1691, 584, 1768]
col-b2-para: ڳوٺن ۾ اسپتالن ۽ اسڪولن جي حالت به خراب آهي. استاد ۽ ڊاڪٽر موجود نه هوندا آهن ۽ عمارتون ويران پيون آهن. عوامي نمائندن کي ان طرف ڌيان ڏيڻ گهرجي.	[290, 75, 434, 138]
letter-block-1	[872, 1540, 1144, 2092]
section-divider	[4, 1130, 1146, 1132]
mid-left-para: ٻارن ۽ بزرگن لاءِ باغ تمام ضروري آهن. ماحولياتي آلودگي کي گهٽائڻ لاءِ به وڻ پوکڻ لازمي آهي.	[6, 1319, 136, 1356]
col-b2-para: پيپلز پارٽي سياسي طور تي ڪافي مضبوط رهي آهي ۽ سنڌ ۾ ان جي حڪومت مسلسل قائم آهي. ان جي باوجود عوامي مسئلا حل نه ٿي سگهيا آهن. پاڻي جي کوٽ، روزگار جي کوٽ ۽ امن امان جي صورتحال ماڻهن لاءِ وڏو مسئلو بڻيل آهي.	[290, 197, 434, 288]
mid-right-quote-1: For his compelling and visionary oeuvre that, in the midst of apocalyptic terror, reaffirms the power of art	[872, 1259, 1115, 1284]
mid-right-para: ادبي حلقن ۾ ان جي ڪم کي وڏي عزت سان ڏٺو ويندو آهي ۽ ان جا ڪتاب ڪيترين ئي ٻولين ۾ ترجمو ٿي چڪا آهن.	[872, 1231, 1144, 1255]
mid-center-para: revelation not insistence, it is the هي جملو ليکڪ جي سوچ کي ظاهر ڪري ٿو. ادب جو ڪم سوال اٿارڻ آهي نه ڪي جواب ڏيڻ.	[584, 1335, 712, 1386]
col-b2-para: سنڌ جي ترقي لاءِ ضروري آهي ته ميرٽ کي اوليت ڏني وڃي ۽ ڪرپشن جو خاتمو ڪيو وڃي. تڏهن ئي صوبي جو مستقبل روشن ٿي سگهي ٿو.	[290, 509, 434, 560]
col-b2-para: ڳوٺن ۾ اسپتالن ۽ اسڪولن جي حالت به خراب آهي. استاد ۽ ڊاڪٽر موجود نه هوندا آهن ۽ عمارتون ويران پيون آهن. عوامي نمائندن کي ان طرف ڌيان ڏيڻ گهرجي.	[290, 807, 434, 871]
col-c-para: برآمدات وڌائڻ لاءِ صنعتڪارن کي سهولتون ڏيڻ ضروري آهن. توانائي جي اگهن ۾ گهٽتائي کان سواءِ صنعت مقابلو نٿي ڪري سگهي.	[6, 764, 138, 814]
letter-between-para: ڪيترن ئي بئنڪن ۾ عملدار ماڻهن سان بدتميزي ڪن ٿا. خاص طور تي پينشنرن کي وڏي تڪليف جو منهن ڏسڻو پوي ٿو. انتظاميا کي نوٽيس وٺڻ گهرجي.	[290, 1878, 436, 1929]
col-c-para: زراعت ملڪ جي معيشت جي ريڙهه جي هڏي آهي پر هارين کي ڀاڻ، ٻج ۽ پاڻي جي کوٽ جو منهن ڏسڻو پئي ٿو. جيڪڏهن زراعت کي سهارو ڏنو وڃي ته ملڪ جي معيشت مضبوط ٿي سگهي ٿي.	[142, 789, 284, 866]
mid-left-para: رهنمائي ڪندڙ تاريخدانن مطابق 1923ع ۾ حيدرآباد ۾ 30 کان وڌيڪ باغ موجود هئا. انهن ۾ رنگ برنگي گل ۽ ميوي جا وڻ هوندا هئا. شهري شام جو انهن باغن ۾ گهمڻ ايندا هئا.	[140, 1781, 280, 1845]
mid-left-headline: حيدرآباد، ان جا قديم باغ ۽ باغيچا	[83, 1141, 357, 1165]
letters-tag: خط لکو	[760, 1548, 864, 1565]
mid-left-body-col2	[6, 1250, 136, 2092]
letter-1-para: اسٽيٽ بئنڪ آف پاڪستان پاران بئنڪن کي هدايت ڪئي وئي آهي ته اهي ماڻهن کي سهولتون ڏين پر عملي طور تي ڪجهه به نه ٿي رهيو آهي. بئنڪن ۾ ماڻهن کي ڪلاڪن جا ڪلاڪ انتظار ڪرڻو پوي ٿو. اي ٽي ايم مشينون اڪثر خراب هونديون آهن. اختيارين کي گهرجي ته نوٽيس وٺن.	[876, 1626, 1140, 1677]
letter-1-body	[872, 1567, 1144, 1794]
col-c-para: حڪومت طرفان معاشي سڌارن جون ڳالهيون ته ڪيون وڃن ٿيون پر عملي طور تي ڪا تبديلي نظر نٿي اچي. صنعتون بند ٿي رهيون آهن ۽ بيروزگاري ۾ اضافو ٿي رهيو آهي. نوجوان ملڪ ڇڏي ٻاهر وڃڻ کي ترجيح ڏئي رهيا آهن.	[142, 640, 284, 717]
col-c-para: حڪومت کي گهرجي ته ڊگهي مدي واري پاليسي ٺاهي ۽ ان تي عمل ڪري ته جيئن ملڪ ترقي جي راهه تي گامزن ٿي سگهي.	[6, 345, 138, 395]
letter-block-5	[290, 1936, 436, 2092]
mid-left-para: حيدرآباد شهر جي تاريخ صدين پراڻي آهي. ڪلهوڙن ۽ ٽالپرن جي دور ۾ هن شهر ۾ ڪيترائي خوبصورت باغ ۽ باغيچا ٺاهيا ويا. اهي باغ شهر جي سونهن هئا.	[6, 1525, 136, 1588]
mid-left-para: شهر جي انتظاميه کي گهرجي ته باقي بچيل باغن جي سارسنڀال ڪري ۽ نوان پارڪ ٺاهي ته جيئن شهرين کي تفريح جون سهولتون ملي سگهن.	[288, 1313, 434, 1363]
col-b-tag: درياهه لاءِ دليل	[541, 8, 615, 19]
letter-2-title: ملڪ جا حڪمران ڌيان ڏين	[442, 1649, 582, 1687]
col-c-para: ملڪ جي اقتصادي صورتحال ڏينهون ڏينهن خراب ٿيندي پئي وڃي. مهانگائي آسمان سان ڳالهيون ڪري رهي آهي ۽ عام ماڻهو لاءِ ٻه ويلا ماني حاصل ڪرڻ ڏکيو ٿي ويو آهي. بين الاقوامي مالياتي فنڊ سان معاهدن جي ڪري بجلي ۽ گئس جا اگهه وڌي ويا آهن.	[142, 546, 284, 636]
col-b-para: ڪينالن جي تعمير ۽ نون ذخيرن جي منصوبن سبب سنڌ جي ڊيلٽا تباهه ٿي رهي آهي. سمنڊ لکين ايڪڙ زمين ڳڙڪائي چڪو آهي ۽ ڪيٽي بندر، شاهه بندر جهڙا علائقا ويران ٿي ويا آهن.	[578, 1040, 716, 1104]
letter-1-para: اسٽيٽ بئنڪ آف پاڪستان پاران بئنڪن کي هدايت ڪئي وئي آهي ته اهي ماڻهن کي سهولتون ڏين پر عملي طور تي ڪجهه به نه ٿي رهيو آهي. بئنڪن ۾ ماڻهن کي ڪلاڪن جا ڪلاڪ انتظار ڪرڻو پوي ٿو. اي ٽي ايم مشينون اڪثر خراب هونديون آهن. اختيارين کي گهرجي ته نوٽيس وٺن.	[876, 1572, 1140, 1622]
editorial-para: افغانستان جي صورتحال کي ڏسندي عالمي ادارن کي به ڪردار ادا ڪرڻ گهرجي ته جيئن واپس ويندڙ خاندانن کي پنهنجي وطن ۾ رهائش ۽ روزگار جون سهولتون ملي سگهن. پر ان جو اهو مطلب ناهي ته سنڌ جي وسيلن تي بار وڌايو وڃي. حڪومت کي واضح پاليسي جوڙڻ گهرجي.	[880, 680, 1138, 731]
mid-center-headline: ڏرائين سان آڏ تاريخ بابت ڪهاڻيڪار جو تجزيو	[582, 1141, 864, 1159]
col-c-body-left	[6, 140, 138, 1126]
masthead-phones: 2784822-2780027-2108307-2729703	[894, 111, 1126, 127]
col-a-para: سنڌ جي ترقي لاءِ ضروري آهي ته ميرٽ کي اوليت ڏني وڃي ۽ ڪرپشن جو خاتمو ڪيو وڃي. تڏهن ئي صوبي جو مستقبل روشن ٿي سگهي ٿو.	[722, 685, 866, 735]
mid-center-body-left	[584, 1240, 712, 1536]
masthead-email[interactable]: Email:kawish12@gmail.com	[877, 48, 978, 57]
mid-left-para: Words are the only thing that can hold on to the staff of words remains in hand, the lamp of hope shall not go out — ليکڪ جو چوڻ آهي ته لفظن جو سهارو ئي اميد جو ڏيئو آهي.	[288, 1177, 434, 1254]
letters-footer-title: نوٽ:	[294, 1959, 432, 1973]
mid-left-para: ٻارن ۽ بزرگن لاءِ باغ تمام ضروري آهن. ماحولياتي آلودگي کي گهٽائڻ لاءِ به وڻ پوکڻ لازمي آهي.	[140, 1547, 280, 1584]
mid-between-body	[440, 1136, 574, 1536]
col-b-para: 2020ع ۾ تيار ٿيل رپورٽ ۾ ڄاڻايو ويو ته پنجاب ۾ 5500 ارب مڪعب فوٽ پاڻي جو ذخيرو موجود آهي جڏهن ته سنڌ ۾ 2980 ارب مڪعب فوٽ پاڻي آهي. هن فرق کي ڏسندي سنڌ جي ماڻهن جا خدشا جائز آهن.	[578, 188, 716, 278]
mid-center-para: سنڌي ادب ۾ ڪهاڻي جي صنف ڏاڍي اهم رهي آهي. ڪيترن ئي ليکڪن پنهنجي ڪهاڻين ذريعي سماج جي ڏکن ۽ سورن کي بيان ڪيو آهي. اهي ڪهاڻيون اسان جي تاريخ جو حصو آهن.	[584, 1458, 712, 1535]
letter-4-para: سرڪاري اسڪولن ۾ شاگردن کي اڃا تائين ڪتاب نه مليا آهن. تعليمي سال شروع ٿئي ڪيترائي مهينا گذري ويا آهن پر ڪتابن جي ورهاست جو عمل مڪمل نه ٿي سگهيو آهي. والدين پريشان آهن ۽ شاگردن جي پڙهائي متاثر ٿي رهي آهي. تعليم کاتي جي اختيارين کي گهرجي ته فوري طور تي ڪتابن جي فراهمي کي يقيني بڻائين.	[662, 1886, 858, 1963]
col-c-para: آخر ۾ اهو چوڻ ضروري آهي ته معاشي استحڪام لاءِ سياسي استحڪام لازمي آهي. جيستائين ملڪ ۾ سياسي بي يقيني رهندي، سيڙپڪار اعتماد نه ڪندا.	[142, 436, 284, 487]
letter-2-sign: توفيق احمد، ڪراچي	[464, 1632, 560, 1645]
mid-left-para: نئين نسل کي پنهنجي شهر جي تاريخ کان واقف ڪرائڻ ضروري آهي ته جيئن هو پنهنجي ورثي تي فخر ڪري سگهن.	[6, 1415, 136, 1466]
editorial-para: ملڪ مان افغانين کي پنهنجي وطن واپس موڪلڻ واري سلسلي ۾ حڪومت پاران قدم کنيا ويا آهن. سنڌ ۾ وڏي تعداد ۾ غير قانوني طور رهندڙ افغان شهرين جي واپسي جو عمل جاري آهي، پر اهو سوال پنهنجي جاءِ تي آهي ته سنڌ مان مڪمل واپسي ڪڏهن ٿيندي. افغان شهرين جي واپسي وارو عمل سست رفتاري جو شڪار آهي ۽ ڪيترائي ماڻهو اڃا به مختلف شهرن ۾ رهائش پذير آهن.	[880, 233, 1138, 310]
col-a-para: ڳوٺن ۾ اسپتالن ۽ اسڪولن جي حالت به خراب آهي. استاد ۽ ڊاڪٽر موجود نه هوندا آهن ۽ عمارتون ويران پيون آهن. عوامي نمائندن کي ان طرف ڌيان ڏيڻ گهرجي.	[722, 250, 866, 314]
letters-tag: ساڳين ويچار	[760, 1565, 864, 1582]
col-a-para: شهرن ۾ صفائي ستٿرائي جو نظام تباهه آهي، روڊ رستا ٽٽل آهن ۽ عام ماڻهو بنيادي سهولتن کان محروم آهي. اهڙي صورتحال ۾ حڪمرانن کي پنهنجي ڪارڪردگي جو جائزو وٺڻ گهرجي.	[722, 182, 866, 246]
letter-4-sign: عبدالرحيم، لاڙڪاڻو	[577, 2072, 656, 2083]
letters-tag: مختصر ۽ صاف	[760, 1582, 864, 1599]
mid-left-para: حيدرآباد شهر جي تاريخ صدين پراڻي آهي. ڪلهوڙن ۽ ٽالپرن جي دور ۾ هن شهر ۾ ڪيترائي خوبصورت باغ ۽ باغيچا ٺاهيا ويا. اهي باغ شهر جي سونهن هئا.	[140, 1179, 280, 1229]
col-b-body-left	[440, 166, 574, 1126]
letter-4-para: سرڪاري اسڪولن ۾ شاگردن کي اڃا تائين ڪتاب نه مليا آهن. تعليمي سال شروع ٿئي ڪيترائي مهينا گذري ويا آهن پر ڪتابن جي ورهاست جو عمل مڪمل نه ٿي سگهيو آهي. والدين پريشان آهن ۽ شاگردن جي پڙهائي متاثر ٿي رهي آهي. تعليم کاتي جي اختيارين کي گهرجي ته فوري طور تي ڪتابن جي فراهمي کي يقيني بڻائين.	[460, 1886, 656, 1963]
letter-4-para: سرڪاري اسڪولن ۾ شاگردن کي اڃا تائين ڪتاب نه مليا آهن. تعليمي سال شروع ٿئي ڪيترائي مهينا گذري ويا آهن پر ڪتابن جي ورهاست جو عمل مڪمل نه ٿي سگهيو آهي. والدين پريشان آهن ۽ شاگردن جي پڙهائي متاثر ٿي رهي آهي. تعليم کاتي جي اختيارين کي گهرجي ته فوري طور تي ڪتابن جي فراهمي کي يقيني بڻائين.	[460, 1805, 656, 1882]
col-c-para: زراعت ملڪ جي معيشت جي ريڙهه جي هڏي آهي پر هارين کي ڀاڻ، ٻج ۽ پاڻي جي کوٽ جو منهن ڏسڻو پئي ٿو. جيڪڏهن زراعت کي سهارو ڏنو وڃي ته ملڪ جي معيشت مضبوط ٿي سگهي ٿي.	[6, 141, 138, 218]
letters-urdu-title: هائيڊ پارڪ	[551, 1561, 729, 1608]
mid-left-para: اميد آهي ته متعلقه ادارا هن معاملي کي سنجيدگي سان وٺندا ۽ شهر جي سونهن بحال ڪرڻ لاءِ عملي قدم کڻندا.	[140, 1685, 280, 1722]
letter-3-para: پاڪستان هڪ خودمختيار ملڪ آهي ۽ هن کي پنهنجي سرحدن جي حفاظت جو حق آهي. دهشتگردي خلاف جنگ ۾ پاڪستان وڏيون قربانيون ڏنيون آهن. عالمي برادري کي پاڪستان جي ڪوششن کي تسليم ڪرڻ گهرجي.	[876, 1896, 1140, 1934]
masthead-rule	[873, 95, 1145, 96]
letters-note: هن صفحي تي ڇپجندڙ خطن سان ادارو متفق هجي اهو ضروري ناهي	[589, 1616, 801, 1625]
letters-footer-text: ڪاوش هائيڊ پارڪ لاءِ خط موڪليندڙ هن پتي تي رابطو ڪن: ڪاوش هائيڊ پارڪ، ڪاوش هائوس، 2-H لطيف آباد حيدرآباد، اي ميل ايڊريس:	[294, 1976, 432, 2025]
mid-left-body-col1	[140, 1178, 280, 2092]
letter-between-para: ڪيترن ئي بئنڪن ۾ عملدار ماڻهن سان بدتميزي ڪن ٿا. خاص طور تي پينشنرن کي وڏي تڪليف جو منهن ڏسڻو پوي ٿو. انتظاميا کي نوٽيس وٺڻ گهرجي.	[290, 1755, 436, 1806]
letters-banner-sub: To the Editor	[369, 1579, 432, 1593]
letter-3-title: پاڪستان دهشتگردن خلاف ڪارروائي جو حق رکي ٿو	[872, 1809, 1144, 1852]
mid-between-para: revelation not insistence, it is the هي جملو ليکڪ جي سوچ کي ظاهر ڪري ٿو. ادب جو ڪم سوال اٿارڻ آهي نه ڪي جواب ڏيڻ.	[440, 1299, 574, 1350]
col-c-para: حڪومت کي گهرجي ته ڊگهي مدي واري پاليسي ٺاهي ۽ ان تي عمل ڪري ته جيئن ملڪ ترقي جي راهه تي گامزن ٿي سگهي.	[6, 887, 138, 937]
col-b-para: پنجاب ۾ 3575 ارب، خيبر پختونخواهه ۾ 1100 ارب، ۽ بلوچستان ۾ 825 ارب مڪعب فوٽ پاڻي جي ضرورت پوري ٿيندي آهي. سنڌ ۾ 2200 ارب کان به گهٽ پاڻي پهچي ٿو جنهن سبب زراعت تباهه ٿي رهي آهي.	[440, 680, 574, 770]
mid-between-para: The short sentence is artificial. is one long sentence ليکڪ جو چوڻ آهي ته زندگي هڪ ڊگهو جملو آهي جنهن ۾ ڪيترائي موڙ اچن ٿا.	[440, 1354, 574, 1418]
col-c-para: حڪومت کي گهرجي ته ڊگهي مدي واري پاليسي ٺاهي ۽ ان تي عمل ڪري ته جيئن ملڪ ترقي جي راهه تي گامزن ٿي سگهي.	[142, 491, 284, 542]
col-b-para: پنجاب ۾ 3575 ارب، خيبر پختونخواهه ۾ 1100 ارب، ۽ بلوچستان ۾ 825 ارب مڪعب فوٽ پاڻي جي ضرورت پوري ٿيندي آهي. سنڌ ۾ 2200 ارب کان به گهٽ پاڻي پهچي ٿو جنهن سبب زراعت تباهه ٿي رهي آهي.	[578, 946, 716, 1036]
editorial-para: ملڪ مان افغانين کي پنهنجي وطن واپس موڪلڻ واري سلسلي ۾ حڪومت پاران قدم کنيا ويا آهن. سنڌ ۾ وڏي تعداد ۾ غير قانوني طور رهندڙ افغان شهرين جي واپسي جو عمل جاري آهي، پر اهو سوال پنهنجي جاءِ تي آهي ته سنڌ مان مڪمل واپسي ڪڏهن ٿيندي. افغان شهرين جي واپسي وارو عمل سست رفتاري جو شڪار آهي ۽ ڪيترائي ماڻهو اڃا به مختلف شهرن ۾ رهائش پذير آهن.	[880, 518, 1138, 595]
column-rule	[286, 6, 287, 1126]
mid-left-para: The lamp of hope shall not go out. resistance against chaos — هي خيال ادب جي طاقت کي ظاهر ڪري ٿو.	[140, 1437, 281, 1488]
mid-left-para: حيدرآباد جي تاريخي ورثي کي بچائڻ سڀني جي ذميواري آهي. سول سوسائٽي کي به ان ۾ ڪردار ادا ڪرڻ گهرجي.	[140, 1589, 280, 1639]
mid-center-para: There Below Snobo جهڙيون ڪهاڻيون اسان کي ٻڌائين ٿيون ته زندگي جون حقيقتون ڪيتريون ڪڙيون آهن. 2016ع ۾ شايع ٿيل ڪتاب Homecoming Wenckheim's Return ۾ به اهڙا ئي موضوع آهن.	[716, 1293, 866, 1370]
col-c-para: حڪومت طرفان معاشي سڌارن جون ڳالهيون ته ڪيون وڃن ٿيون پر عملي طور تي ڪا تبديلي نظر نٿي اچي. صنعتون بند ٿي رهيون آهن ۽ بيروزگاري ۾ اضافو ٿي رهيو آهي. نوجوان ملڪ ڇڏي ٻاهر وڃڻ کي ترجيح ڏئي رهيا آهن.	[142, 151, 284, 228]
masthead-note: هيدراباد گروپ آف پبليڪيشن پاران ڪاوش پرنٽنگ پريس حيدرآباد مان ڇپائي شايع ڪيو ويو	[881, 73, 1141, 81]
col-c-para: آخر ۾ اهو چوڻ ضروري آهي ته معاشي استحڪام لاءِ سياسي استحڪام لازمي آهي. جيستائين ملڪ ۾ سياسي بي يقيني رهندي، سيڙپڪار اعتماد نه ڪندا.	[6, 819, 138, 882]
editorial-para: صوبي جي اهم شهرن ۾ افغانين جون بستيون موجود آهن جن ۾ غير قانوني سرگرميون به ٿينديون رهيون آهن. سرڪار کي گهرجي ته هن عمل کي تيز ڪري ۽ اهڙن ماڻهن جي نشاندهي ڪري جيڪي جعلي دستاويزن ذريعي شناختي ڪارڊ حاصل ڪري چڪا آهن. سنڌ جي ماڻهن جو اهو پراڻو مطالبو آهي ته غير قانوني طور رهندڙ ماڻهن کي واپس موڪليو وڃي.	[880, 599, 1138, 676]
letters-email[interactable]: Kawishydepark@gmail.com	[333, 1603, 479, 1615]
